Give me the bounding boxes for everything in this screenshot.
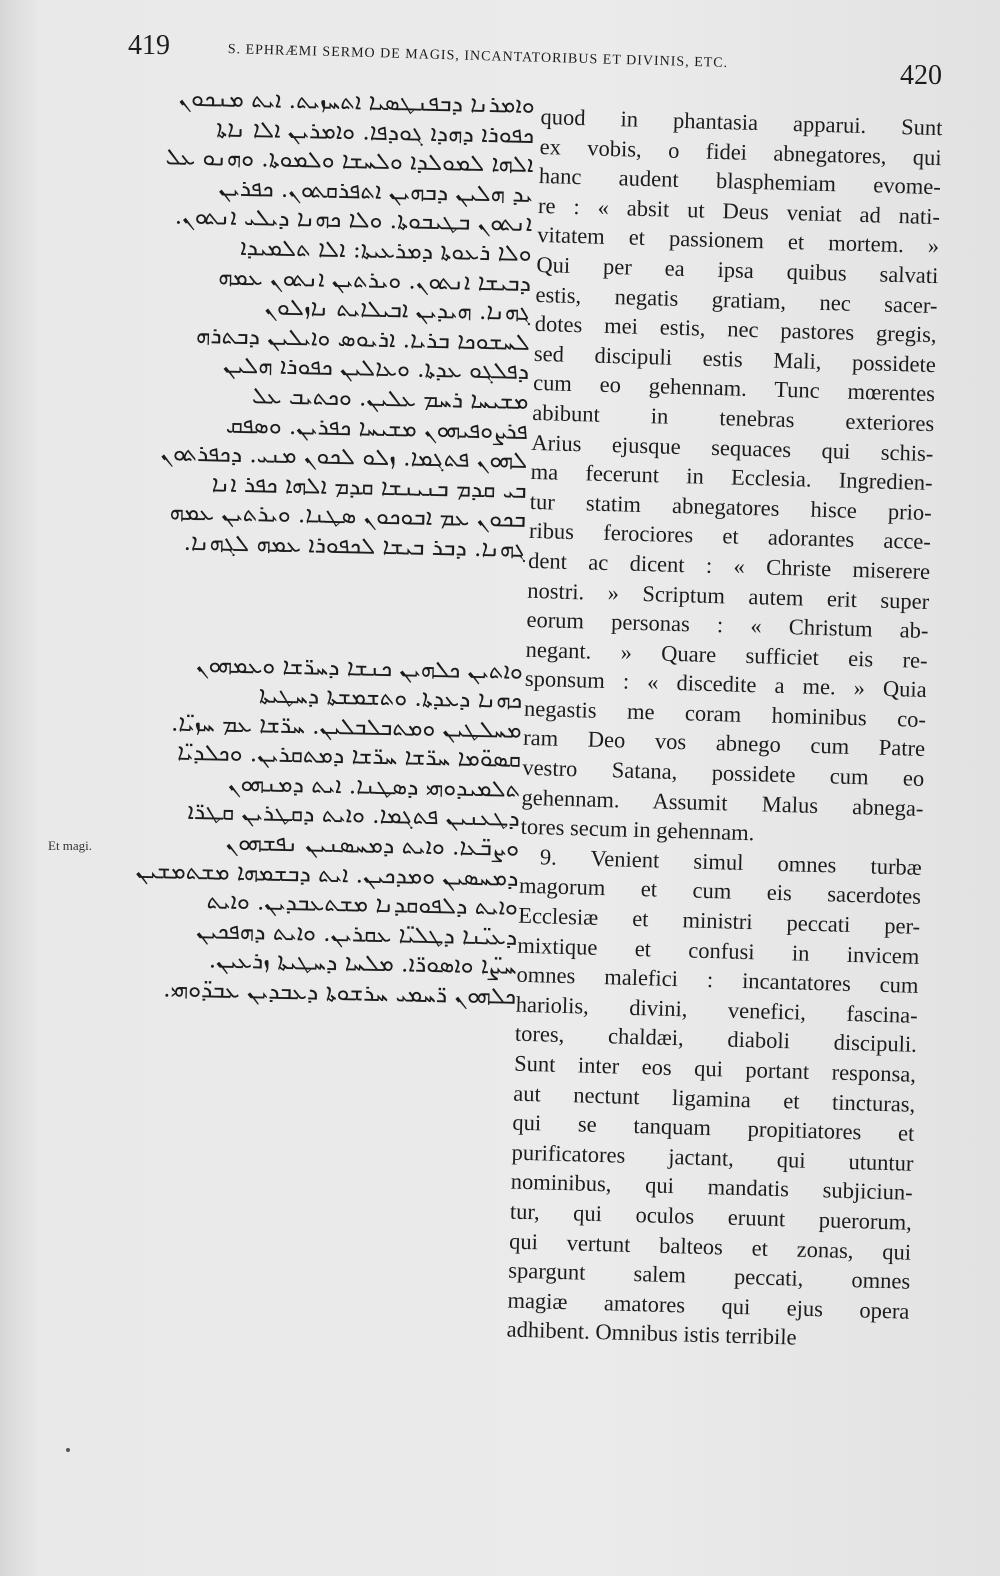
syriac-text-line: ܟܗܢܐ ܕܥܕܬܐ. ܘܬܫܡܫܬܐ ܕܚܛܝܬܐ	[258, 682, 523, 714]
syriac-paragraph-1	[105, 83, 535, 565]
syriac-text-line: ܕܥܝ̈ܢܐ ܕܛܠܝ̈ܐ ܥܩܪܝܢ. ܘܐܝܬ ܕܗܦܟܝܢ	[196, 917, 518, 951]
syriac-text-line: ܚܨ̈ܐ ܘܐܣܘܪ̈ܐ. ܡܠܚܐ ܕܚܛܝܬܐ ܙܪܥܝܢ.	[208, 947, 517, 981]
syriac-text-line: ܝܕ ܗܠܝܢ ܕܒܗܝܢ ܐܬܦܪܩܬܘܢ. ܟܦܪܝܢ	[218, 175, 534, 208]
syriac-text-line: ܠܗܘܢ ܦܬܓܡܐ. ܙܠܘ ܠܟܘܢ ܡܢܝ. ܕܟܦܪܬܘܢ	[160, 440, 528, 475]
latin-text-line: dent ac dicent : « Christe miserere	[527, 547, 931, 584]
latin-text-line: abibunt in tenebras exteriores	[531, 399, 935, 437]
latin-text-line: tur, qui oculos eruunt puerorum,	[509, 1198, 913, 1235]
syriac-text-line: ܕܦܠܓܘ ܥܕܬܐ. ܘܥܐܠܝܢ ܟܦܘܪܐ ܗܠܝܢ	[222, 352, 530, 386]
latin-text-line: eorum personas : « Christum ab-	[526, 606, 929, 644]
syriac-text-line: ܩܣܘ̈ܡܐ ܚܪ̈ܫܐ ܚܪ̈ܫܐ ܕܡܬܩܪܝܢ. ܘܟܠܕܝ̈ܐ	[176, 739, 522, 774]
syriac-text-line: ܕܛܥܢܝܢ ܦܬܓܡܐ. ܘܐܝܬ ܕܩܛܪܝܢ ܩܛܪ̈ܐ	[187, 799, 521, 833]
latin-text-line: Sunt inter eos qui portant responsa,	[513, 1050, 917, 1087]
latin-text-line: omnes malefici : incantatores cum	[516, 961, 919, 999]
syriac-text-line: ܠܚܫܘܟܐ ܒܪܝܐ. ܐܪܝܘܣ ܘܐܝܠܝܢ ܕܒܬܪܗ	[195, 322, 531, 356]
syriac-text-line: ܕܒܝܫܐ ܐܢܬܘܢ. ܘܝܪܬܝܢ ܐܢܬܘܢ ܥܡܗ	[217, 263, 532, 297]
latin-text-line: 9. Venient simul omnes turbæ	[539, 844, 923, 880]
latin-paragraph-1	[520, 102, 943, 853]
latin-text-line: dotes mei estis, nec pastores gregis,	[534, 311, 938, 348]
latin-text-line: vestro Satana, possidete cum eo	[522, 754, 925, 792]
latin-text-line: tores secum in gehennam.	[520, 813, 755, 846]
syriac-text-line: ܟܦܘܪܐ ܕܗܕܐ ܓܘܕܦܐ. ܘܐܡܪܝܢ ܐܠܐ ܢܐܬܐ	[216, 115, 535, 149]
syriac-text-line: ܘܐܝܬ ܕܠܦܘܩܕܢܐ ܡܫܬܥܒܕܝܢ. ܘܐܝܬ	[206, 888, 519, 922]
margin-note: Et magi.	[48, 838, 93, 853]
running-title: S. EPHRÆMI SERMO DE MAGIS, INCANTATORIBUS ET DIVINIS, ETC.	[227, 42, 729, 71]
latin-text-line: vitatem et passionem et mortem. »	[536, 222, 940, 259]
page-number-right: 420	[900, 60, 942, 91]
syriac-text-line: ܘܠܐ ܪܥܘܬܐ ܕܡܪܥܝܬܐ: ܐܠܐ ܬܠܡܝܕܐ	[239, 234, 532, 267]
latin-text-line: hanc audent blasphemiam evome-	[538, 163, 942, 200]
syriac-text-line: ܒܟܘܢ ܥܡ ܐܒܘܟܘܢ ܣܛܢܐ. ܘܝܪܬܝܢ ܥܡܗ	[169, 499, 527, 534]
syriac-text-line: ܓܗܢܐ. ܗܝܕܝܢ ܐܒܝܠܐܝܬ ܢܐܙܠܘܢ	[264, 294, 531, 327]
syriac-text-line: ܬܠܡܝܕܘܗܝ ܕܣܛܢܐ. ܐܝܬ ܕܡܢܗܘܢ	[227, 770, 521, 803]
latin-text-line: sed discipuli estis Mali, possidete	[533, 340, 937, 377]
latin-text-line: estis, negatis gratiam, nec sacer-	[535, 281, 938, 318]
paragraph-gap	[103, 557, 525, 658]
syriac-text-line: ܘܐܡܪܢܐ ܕܒܦܢܛܣܝܐ ܐܬܚܙܝܬ. ܐܝܬ ܡܢܟܘܢ	[178, 85, 535, 119]
latin-text-line: magorum et cum eis sacerdotes	[518, 873, 922, 910]
latin-text-line: nostri. » Scriptum autem erit super	[527, 577, 930, 614]
latin-text-line: mixtique et confusi in invicem	[517, 932, 920, 969]
latin-text-line: tores, chaldæi, diaboli discipuli.	[514, 1021, 918, 1058]
latin-text-line: magiæ amatores qui ejus opera	[507, 1287, 910, 1324]
syriac-text-line: ܦܪܨܘܦܝܗܘܢ ܡܫܝܚܐ ܟܦܪܝܢ. ܘܣܦܩ	[225, 412, 529, 445]
latin-text-line: qui vertunt balteos et zonas, qui	[508, 1228, 912, 1265]
latin-text-line: Arius ejusque sequaces qui schis-	[531, 429, 934, 466]
latin-text-line: gehennam. Assumit Malus abnega-	[521, 784, 924, 821]
latin-text-line: aut nectunt ligamina et tincturas,	[512, 1080, 916, 1117]
syriac-text-line: ܓܗܢܐ. ܕܒܪ ܒܝܫܐ ܠܟܦܘܪܐ ܥܡܗ ܠܓܗܢܐ.	[183, 529, 526, 563]
latin-column	[506, 102, 943, 1356]
syriac-column	[96, 83, 535, 1012]
syriac-text-line: ܐܠܗܐ ܠܡܘܠܕܐ ܘܠܚܫܐ ܘܠܡܘܬܐ. ܘܗܢܘ ܥܠ	[165, 144, 534, 179]
latin-text-line: ma fecerunt in Ecclesia. Ingredien-	[530, 458, 933, 496]
latin-text-line: cum eo gehennam. Tunc mœrentes	[532, 370, 936, 407]
syriac-text-line: ܐܢܬܘܢ ܒܛܝܒܘܬܐ. ܘܠܐ ܟܗܢܐ ܕܝܠܝ ܐܢܬܘܢ.	[174, 203, 533, 238]
latin-text-line: negant. » Quare sufficiet eis re-	[525, 636, 928, 673]
latin-text-line: purificatores jactant, qui utuntur	[511, 1139, 914, 1176]
syriac-text-line: ܡܚܠܛܝܢ ܘܡܬܒܠܒܠܝܢ. ܚܪ̈ܫܐ ܥܡ ܚܙܝ̈ܐ.	[170, 710, 522, 744]
syriac-text-line: ܘܨܒ̈ܥܐ. ܘܐܝܬ ܕܡܚܣܢܝܢ ܢܦܫܗܘܢ	[225, 829, 520, 862]
latin-text-line: nominibus, qui mandatis subjiciun-	[510, 1168, 914, 1206]
syriac-text-line: ܘܐܬܝܢ ܟܠܗܝܢ ܟܢܫܐ ܕܚܪ̈ܫܐ ܘܥܡܗܘܢ	[195, 651, 524, 685]
paper-speck	[66, 1448, 70, 1452]
latin-text-line: negastis me coram hominibus co-	[523, 695, 927, 732]
syriac-text-line: ܡܫܝܚܐ ܪܚܡ ܥܠܝܢ. ܘܟܬܝܒ ܥܠ	[251, 383, 529, 415]
latin-text-line: Ecclesiæ et ministri peccati per-	[517, 902, 921, 939]
syriac-paragraph-2	[96, 649, 523, 1013]
syriac-text-line: ܒܝ ܩܕܡ ܒܢܝܢܫܐ ܩܕܡ ܐܠܗܐ ܟܦܪ ܐܢܐ	[211, 471, 527, 504]
latin-text-line: adhibent. Omnibus istis terribile	[506, 1316, 797, 1350]
latin-text-line: hariolis, divini, venefici, fascina-	[515, 991, 918, 1028]
latin-text-line: qui se tanquam propitiatores et	[512, 1109, 915, 1147]
latin-text-line: sponsum : « discedite a me. » Quia	[524, 666, 928, 703]
syriac-text-line: ܕܡܚܣܝܢ ܘܡܕܟܝܢ. ܐܝܬ ܕܒܫܡܗܐ ܡܫܬܡܫܝܢ	[135, 857, 519, 892]
latin-paragraph-2	[506, 842, 922, 1356]
page-number-left: 419	[128, 30, 170, 61]
syriac-text-line: ܟܠܗܘܢ ܪ̈ܚܡܝ ܚܪܫܘܬܐ ܕܥܒܕܝܢ ܥܒܕ̈ܘܗܝ.	[163, 976, 517, 1010]
latin-text-line: Qui per ea ipsa quibus salvati	[536, 251, 939, 289]
latin-text-line: spargunt salem peccati, omnes	[508, 1257, 911, 1294]
latin-text-line: re : « absit ut Deus veniat ad nati-	[537, 192, 941, 229]
latin-text-line: ram Deo vos abnego cum Patre	[522, 725, 926, 762]
latin-text-line: ribus ferociores et adorantes acce-	[528, 518, 932, 555]
latin-text-line: ex vobis, o fidei abnegatores, qui	[539, 133, 942, 170]
latin-text-line: quod in phantasia apparui. Sunt	[540, 103, 943, 141]
latin-text-line: tur statim abnegatores hisce prio-	[529, 488, 933, 525]
